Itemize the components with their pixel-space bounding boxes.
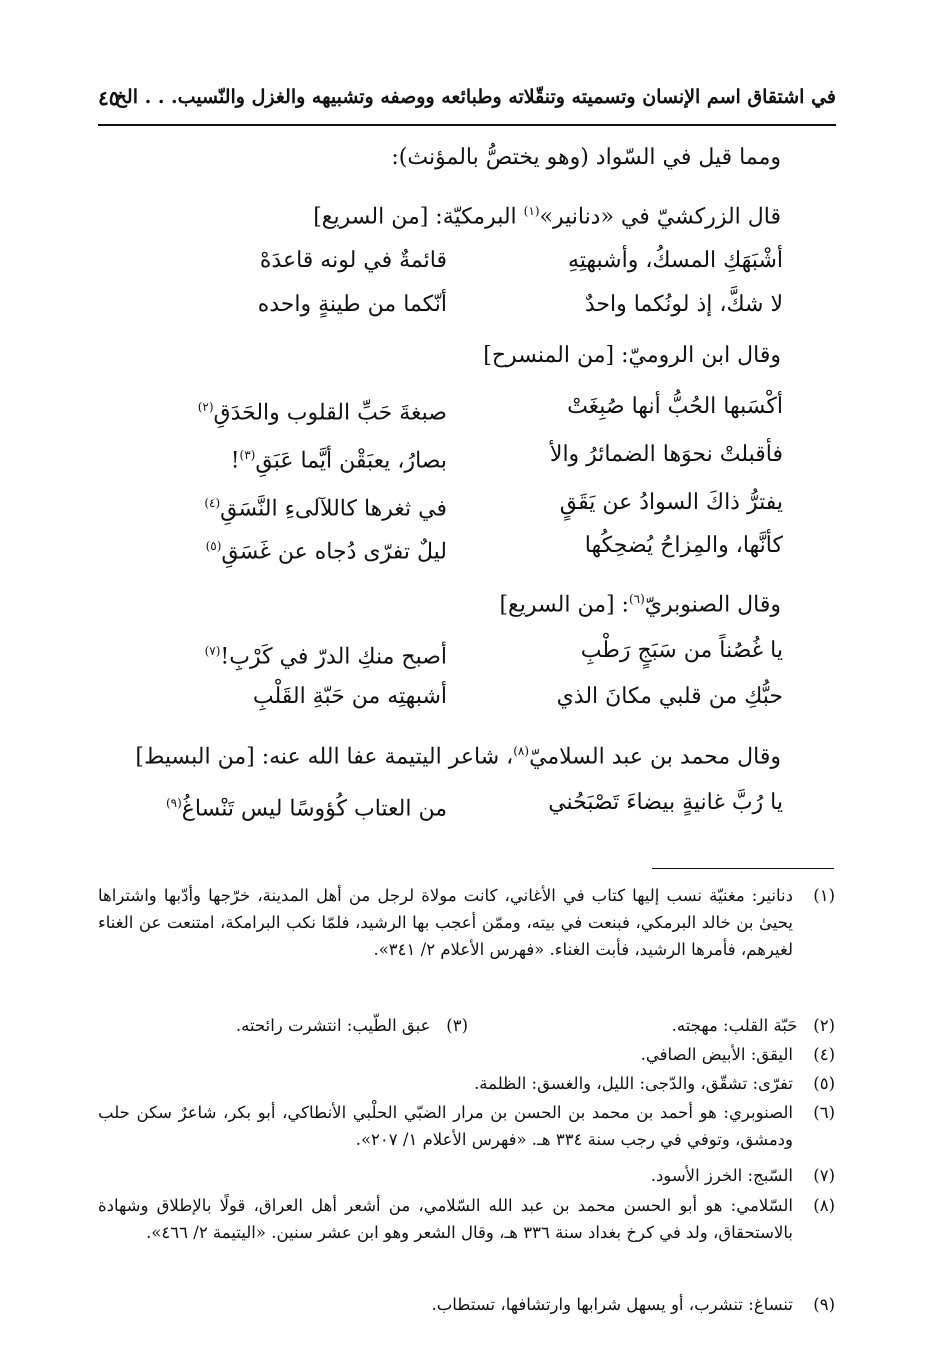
header-title: في اشتقاق اسم الإنسان وتسميته وتنقّلاته وطبائعه ووصفه وتشبيهه والغزل والنّسيب. . . الخ — [114, 86, 836, 108]
footnote — [98, 1162, 835, 1189]
verse-second-hemistich — [152, 392, 447, 428]
verse-text: أشْبَهَكِ المسكُ، وأشبهتِهِ — [567, 248, 783, 273]
verse-text: أنّكما من طينةٍ واحده — [257, 292, 447, 317]
page-number: ٤٥ — [98, 86, 120, 110]
verse-first-hemistich — [493, 488, 783, 518]
footnote-number: (٧) — [813, 1166, 835, 1185]
footnote — [98, 1291, 835, 1318]
footnote-number: (٢) — [813, 1016, 835, 1035]
verse-second-hemistich — [152, 440, 447, 476]
footnote-number: (٥) — [813, 1074, 835, 1093]
footnote — [98, 882, 835, 963]
verse-text: صبغةَ حَبِّ القلوب والحَدَقِ — [213, 400, 447, 426]
verse-second-hemistich — [152, 531, 447, 567]
footnote-text: عبق الطّيب: انتشرت رائحته. — [235, 1016, 431, 1035]
verse-second-hemistich — [152, 488, 447, 524]
verse-text: يا غُصُناً من سَبَجٍ رَطْبِ — [580, 638, 783, 663]
footnote-number: (٨) — [813, 1196, 835, 1215]
prose-line — [313, 196, 781, 232]
footnote-number: (٣) — [446, 1016, 468, 1035]
verse-second-hemistich — [152, 682, 447, 712]
verse-second-hemistich — [152, 246, 447, 276]
footnote-ref[interactable]: (٧) — [204, 644, 221, 658]
footnote-number: (٦) — [813, 1103, 835, 1122]
verse-first-hemistich — [493, 440, 783, 470]
footnote-number: (٤) — [813, 1045, 835, 1064]
footnote-rule — [652, 868, 834, 869]
verse-text: في ثغرها كاللآلىءِ النَّسَقِ — [220, 496, 447, 522]
footnote-text: السّلامي: هو أبو الحسن محمد بن عبد الله السّلامي، من أشعر أهل العراق، قولًا بالإطلاق وشهادة بالاستحقاق، ولد في كرخ بغداد سنة ٣٣٦ هـ، وقال الشعر وهو ابن عشر سنين. «اليتيمة ٢/ ٤٦٦». — [98, 1196, 793, 1242]
footnote-ref[interactable]: (١) — [523, 204, 540, 218]
verse-text: لا شكَّ، إذ لونُكما واحدٌ — [584, 292, 783, 317]
footnote — [98, 1070, 835, 1097]
footnote-ref[interactable]: (٢) — [197, 400, 214, 414]
footnote-number: (٩) — [813, 1295, 835, 1314]
footnote — [236, 1012, 468, 1039]
prose-text: البرمكيّة: [من السريع] — [313, 204, 524, 230]
verse-first-hemistich — [493, 788, 783, 818]
verse-text: يا رُبَّ غانيةٍ بيضاءَ تَصْبَحُني — [548, 790, 783, 815]
footnote-ref[interactable]: (٤) — [204, 496, 221, 510]
verse-first-hemistich — [493, 246, 783, 276]
footnote-ref[interactable]: (٨) — [513, 744, 530, 758]
prose-text: قال الزركشيّ في «دنانير» — [539, 204, 781, 230]
footnote-number: (١) — [813, 886, 835, 905]
verse-text: أكْسَبها الحُبُّ أنها صُبِغَتْ — [567, 394, 783, 419]
verse-second-hemistich — [152, 788, 447, 824]
footnote-text: السّبج: الخرز الأسود. — [650, 1166, 793, 1185]
footnote-ref[interactable]: (٣) — [239, 448, 256, 462]
verse-text: قائمةٌ في لونه قاعدَهْ — [259, 248, 447, 273]
footnote-ref[interactable]: (٥) — [205, 539, 222, 553]
verse-first-hemistich — [493, 682, 783, 712]
verse-text: كأنَّها، والمِزاحُ يُضحِكُها — [584, 533, 783, 558]
footnote-text: تفرّى: تشقّق، والدّجى: الليل، والغسق: الظلمة. — [474, 1074, 793, 1093]
verse-second-hemistich — [152, 290, 447, 320]
verse-text: من العتاب كُؤوسًا ليس تَنْساغُ — [181, 796, 447, 822]
verse-first-hemistich — [493, 636, 783, 666]
verse-text: بصارُ، يعبَقْن أيَّما عَبَقِ — [255, 448, 447, 474]
verse-text: أصبح منكِ الدرّ في كَرْبِ! — [220, 644, 447, 670]
prose-text: : [من السريع] — [499, 592, 629, 618]
footnote-ref[interactable]: (٦) — [628, 592, 645, 606]
prose-text: ، شاعر اليتيمة عفا الله عنه: [من البسيط] — [135, 744, 514, 770]
footnote — [672, 1012, 835, 1039]
verse-text: أشبهتِه من حَبّةِ القَلْبِ — [252, 684, 447, 709]
verse-first-hemistich — [493, 290, 783, 320]
header-rule — [98, 124, 836, 126]
prose-text: وقال محمد بن عبد السلاميّ — [529, 744, 781, 770]
verse-first-hemistich — [493, 531, 783, 561]
prose-line — [391, 143, 781, 173]
prose-text: وقال ابن الروميّ: [من المنسرح] — [483, 343, 781, 368]
footnote — [98, 1099, 835, 1153]
footnote — [98, 1041, 835, 1068]
footnote-text: الصنوبري: هو أحمد بن محمد بن الحسن بن مرار الضبّي الحلْبي الأنطاكي، أبو بكر، شاعرٌ سكن حلب ودمشق، وتوفي في رجب سنة ٣٣٤ هـ. «فهرس الأعلام ١/ ٢٠٧». — [98, 1103, 793, 1149]
verse-first-hemistich — [493, 392, 783, 422]
prose-text: وقال الصنوبريّ — [644, 592, 781, 618]
footnote-text: تنساغ: تنشرب، أو يسهل شرابها وارتشافها، تستطاب. — [431, 1295, 793, 1314]
verse-text: حبُّكِ من قلبي مكانَ الذي — [556, 684, 783, 709]
verse-second-hemistich — [152, 636, 447, 672]
verse-punct: ! — [230, 448, 240, 474]
prose-line — [483, 341, 781, 371]
prose-line — [499, 584, 781, 620]
footnote-text: اليقق: الأبيض الصافي. — [640, 1045, 793, 1064]
footnote-text: دنانير: مغنيّة نسب إليها كتاب في الأغاني، كانت مولاة لرجل من أهل المدينة، خرّجها وأدّبها واشتراها يحيىٰ بن خالد البرمكي، فبنعت في بيته، وممّن أعجب بها الرشيد، فلمّا نكب البرامكة، امتنعت عن الغناء لغيرهم، فأمرها الرشيد، فأبت الغناء. «فهرس الأعلام ٢/ ٣٤١». — [98, 886, 793, 959]
running-header — [98, 86, 836, 120]
verse-text: ليلٌ تفرّى دُجاه عن غَسَقِ — [221, 539, 447, 565]
footnote — [98, 1192, 835, 1246]
prose-line — [135, 736, 781, 772]
footnote-text: حَبّة القلب: مهجته. — [671, 1016, 798, 1035]
verse-text: فأقبلتْ نحوَها الضمائرُ والأ — [549, 442, 783, 467]
footnote-ref[interactable]: (٩) — [165, 796, 182, 810]
prose-text: ومما قيل في السّواد (وهو يختصُّ بالمؤنث): — [391, 145, 781, 170]
verse-text: يفترُّ ذاكَ السوادُ عن يَقَقٍ — [559, 490, 783, 515]
